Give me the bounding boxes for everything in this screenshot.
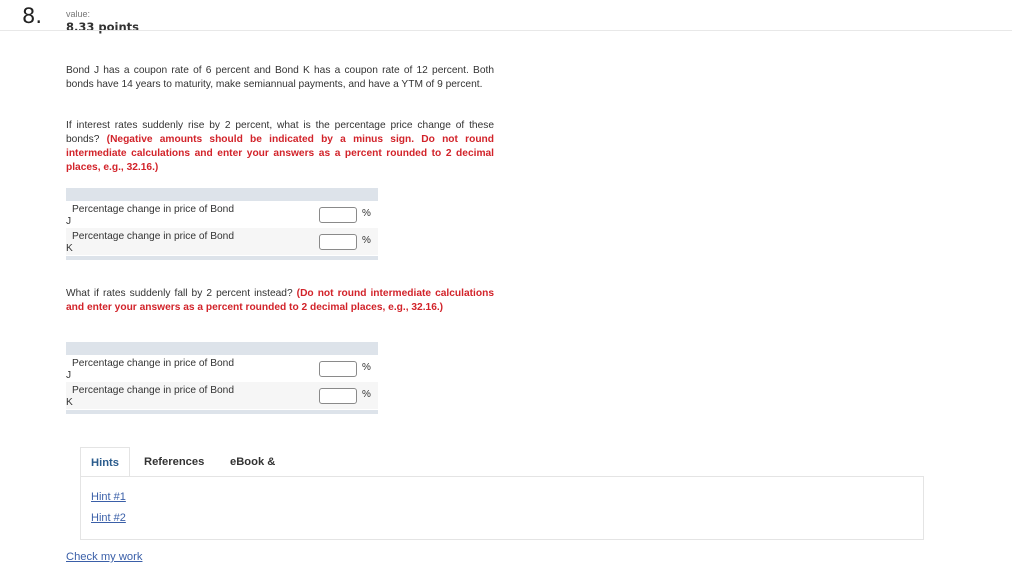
percent-unit: %	[362, 208, 371, 219]
table-row-bond-k	[66, 228, 378, 255]
value-label: value:	[66, 9, 91, 19]
table-row-bond-k	[66, 382, 378, 409]
table-header	[66, 342, 378, 355]
table-row-bond-j	[66, 201, 378, 228]
table-footer	[66, 256, 378, 260]
part2-prompt: What if rates suddenly fall by 2 percent instead?	[66, 288, 293, 299]
part2-bond-k-input[interactable]	[319, 388, 357, 404]
part2-question	[66, 287, 494, 315]
header-divider	[0, 30, 1012, 31]
part1-bond-k-input[interactable]	[319, 234, 357, 250]
table-header	[66, 188, 378, 201]
question-intro	[66, 64, 494, 92]
row-label-bond: K	[66, 397, 73, 408]
part1-prompt: If interest rates suddenly rise by 2 percent, what is the percentage price change of these bonds?	[66, 120, 494, 145]
question-number: 8.	[22, 4, 43, 28]
hint-1-link[interactable]: Hint #1	[91, 491, 126, 503]
check-my-work-link[interactable]: Check my work	[66, 551, 143, 563]
part1-instruction: (Negative amounts should be indicated by a minus sign. Do not round intermediate calculations and enter your answers as a percent rounded to 2 decimal places, e.g., 32.16.)	[66, 134, 494, 173]
tab-references[interactable]: References	[144, 456, 205, 468]
row-label-bond: J	[66, 370, 72, 381]
row-label: Percentage change in price of Bond	[72, 204, 234, 215]
points-value: 8.33 points	[66, 20, 139, 34]
row-label: Percentage change in price of Bond	[72, 385, 234, 396]
row-label: Percentage change in price of Bond	[72, 358, 234, 369]
part1-question	[66, 119, 494, 175]
part1-answer-table	[66, 188, 378, 260]
row-label-bond: K	[66, 243, 73, 254]
hints-panel	[80, 476, 924, 540]
part1-bond-j-input[interactable]	[319, 207, 357, 223]
intro-text: Bond J has a coupon rate of 6 percent and Bond K has a coupon rate of 12 percent. Both bonds have 14 years to maturity, make semiannual payments, and have a YTM of 9 percent.	[66, 65, 494, 90]
part2-bond-j-input[interactable]	[319, 361, 357, 377]
row-label-bond: J	[66, 216, 72, 227]
percent-unit: %	[362, 389, 371, 400]
table-row-bond-j	[66, 355, 378, 382]
percent-unit: %	[362, 235, 371, 246]
hint-2-link[interactable]: Hint #2	[91, 512, 126, 524]
row-label: Percentage change in price of Bond	[72, 231, 234, 242]
percent-unit: %	[362, 362, 371, 373]
table-footer	[66, 410, 378, 414]
part2-answer-table	[66, 342, 378, 414]
tab-hints[interactable]: Hints	[80, 447, 130, 477]
tab-ebook-resources[interactable]: eBook &	[230, 456, 276, 468]
part2-instruction: (Do not round intermediate calculations and enter your answers as a percent rounded to 2 decimal places, e.g., 32.16.)	[66, 288, 494, 313]
